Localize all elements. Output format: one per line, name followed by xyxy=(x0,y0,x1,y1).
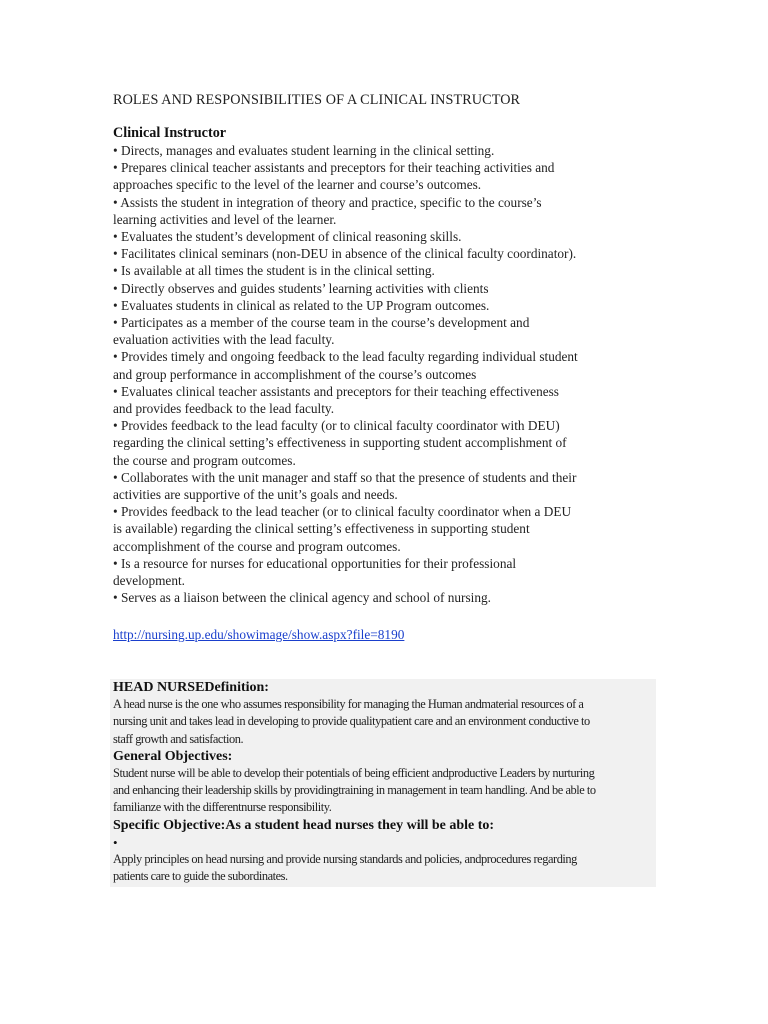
list-item-line: • Prepares clinical teacher assistants and preceptors for their teaching activities and xyxy=(113,160,555,176)
list-item xyxy=(113,228,643,245)
list-item-line: • Evaluates students in clinical as related to the UP Program outcomes. xyxy=(113,297,490,313)
list-item-line: and provides feedback to the lead faculty. xyxy=(113,401,335,417)
list-item xyxy=(113,297,643,314)
bullet-mark: • xyxy=(113,834,118,850)
list-item xyxy=(113,589,643,606)
list-item-line: and group performance in accomplishment of the course’s outcomes xyxy=(113,366,477,382)
list-item-line: the course and program outcomes. xyxy=(113,452,296,468)
list-item-line: is available) regarding the clinical setting’s effectiveness in supporting student xyxy=(113,521,530,537)
list-item xyxy=(113,194,643,228)
list-item-line: development. xyxy=(113,573,186,589)
list-item-line: • Participates as a member of the course team in the course’s development and xyxy=(113,315,530,331)
list-item xyxy=(113,348,643,382)
list-item-line: regarding the clinical setting’s effectiveness in supporting student accomplishment of xyxy=(113,435,567,451)
general-objectives-text xyxy=(113,765,653,817)
general-objectives-line: familianze with the differentnurse responsibility. xyxy=(113,800,332,815)
list-item xyxy=(113,469,643,503)
list-item-line: • Provides feedback to the lead teacher (or to clinical faculty coordinator when a DEU xyxy=(113,504,572,520)
list-item-line: • Assists the student in integration of theory and practice, specific to the course’s xyxy=(113,194,542,210)
list-item xyxy=(113,245,643,262)
clinical-instructor-heading: Clinical Instructor xyxy=(113,125,227,141)
list-item xyxy=(113,262,643,279)
specific-objective-line: Apply principles on head nursing and provide nursing standards and policies, andprocedures regarding xyxy=(113,851,577,866)
head-nurse-definition-heading: HEAD NURSEDefinition: xyxy=(113,680,269,695)
list-item-line: • Evaluates clinical teacher assistants and preceptors for their teaching effectiveness xyxy=(113,383,559,399)
definition-line: staff growth and satisfaction. xyxy=(113,731,244,746)
specific-objective-text xyxy=(113,851,653,886)
list-item-line: • Provides timely and ongoing feedback to the lead faculty regarding individual student xyxy=(113,349,578,365)
list-item-line: • Collaborates with the unit manager and staff so that the presence of students and their xyxy=(113,469,577,485)
list-item-line: • Facilitates clinical seminars (non-DEU in absence of the clinical faculty coordinator). xyxy=(113,246,577,262)
list-item xyxy=(113,280,643,297)
list-item-line: activities are supportive of the unit’s goals and needs. xyxy=(113,487,398,503)
list-item-line: • Is available at all times the student is in the clinical setting. xyxy=(113,263,435,279)
list-item-line: • Directly observes and guides students’ learning activities with clients xyxy=(113,280,489,296)
list-item xyxy=(113,314,643,348)
clinical-instructor-bullet-list xyxy=(113,142,643,606)
list-item xyxy=(113,159,643,193)
list-item-line: approaches specific to the level of the learner and course’s outcomes. xyxy=(113,177,482,193)
list-item xyxy=(113,417,643,469)
general-objectives-heading: General Objectives: xyxy=(113,748,233,764)
definition-line: nursing unit and takes lead in developing to provide qualitypatient care and an environment conductive to xyxy=(113,714,590,729)
list-item xyxy=(113,383,643,417)
general-objectives-line: and enhancing their leadership skills by providingtraining in management in team handling. And be able to xyxy=(113,783,596,798)
list-item-line: evaluation activities with the lead faculty. xyxy=(113,332,335,348)
document-title: ROLES AND RESPONSIBILITIES OF A CLINICAL INSTRUCTOR xyxy=(113,92,521,108)
list-item-line: • Directs, manages and evaluates student learning in the clinical setting. xyxy=(113,143,495,158)
clinical-instructor-section xyxy=(113,125,643,606)
list-item-line: • Evaluates the student’s development of clinical reasoning skills. xyxy=(113,229,462,245)
list-item-line: accomplishment of the course and program outcomes. xyxy=(113,538,401,554)
head-nurse-section xyxy=(110,679,656,887)
source-link[interactable]: http://nursing.up.edu/showimage/show.aspx?file=8190 xyxy=(113,627,405,642)
list-item-line: • Serves as a liaison between the clinical agency and school of nursing. xyxy=(113,590,491,606)
list-item xyxy=(113,555,643,589)
list-item xyxy=(113,503,643,555)
list-item xyxy=(113,142,643,159)
list-item-line: • Is a resource for nurses for educational opportunities for their professional xyxy=(113,555,517,571)
head-nurse-definition-text xyxy=(113,696,653,748)
general-objectives-line: Student nurse will be able to develop their potentials of being efficient andproductive Leaders by nurturing xyxy=(113,765,595,780)
list-item-line: • Provides feedback to the lead faculty (or to clinical faculty coordinator with DEU) xyxy=(113,418,560,434)
definition-line: A head nurse is the one who assumes responsibility for managing the Human andmaterial resources of a xyxy=(113,697,584,711)
specific-objective-heading: Specific Objective:As a student head nurses they will be able to: xyxy=(113,817,495,833)
list-item-line: learning activities and level of the learner. xyxy=(113,211,337,227)
specific-objective-line: patients care to guide the subordinates. xyxy=(113,869,288,884)
